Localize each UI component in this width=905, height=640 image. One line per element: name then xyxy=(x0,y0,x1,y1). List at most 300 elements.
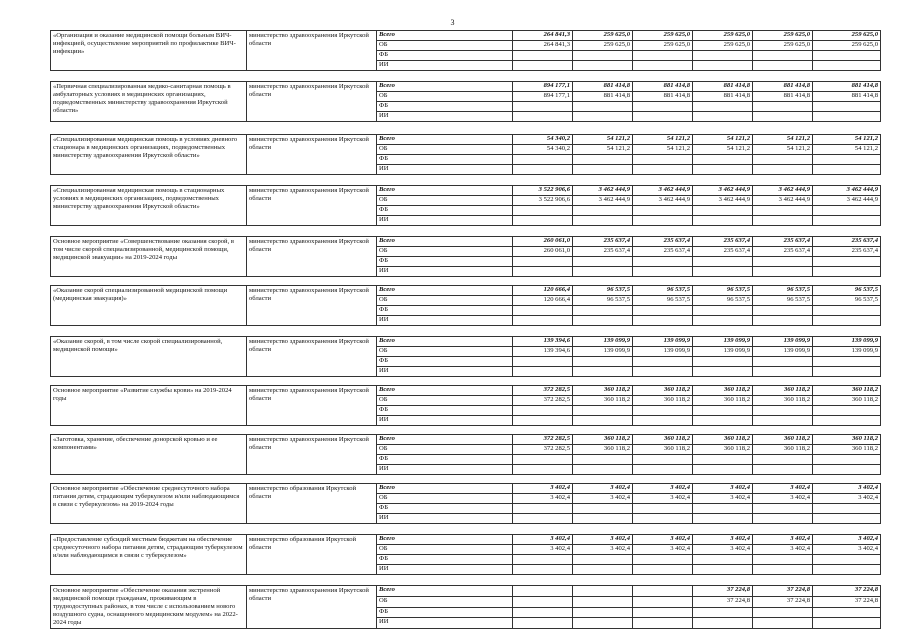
amount-cell: 360 118,2 xyxy=(633,435,693,445)
amount-cell: 3 402,4 xyxy=(633,545,693,555)
amount-cell: 54 121,2 xyxy=(573,135,633,145)
funding-source-ii: ИИ xyxy=(377,367,513,377)
amount-cell xyxy=(633,565,693,575)
amount-cell: 235 637,4 xyxy=(693,237,753,247)
amount-cell xyxy=(513,555,573,565)
amount-cell xyxy=(813,618,881,629)
amount-cell: 3 462 444,9 xyxy=(573,196,633,206)
funding-source-ob: ОБ xyxy=(377,445,513,455)
amount-cell xyxy=(693,406,753,416)
amount-cell: 259 625,0 xyxy=(633,31,693,41)
funding-source-ii: ИИ xyxy=(377,216,513,226)
amount-cell: 235 637,4 xyxy=(753,247,813,257)
amount-cell xyxy=(513,165,573,175)
amount-cell xyxy=(513,112,573,122)
funding-source-ob: ОБ xyxy=(377,347,513,357)
amount-cell: 3 402,4 xyxy=(813,484,881,494)
amount-cell: 260 061,0 xyxy=(513,237,573,247)
row-spacer xyxy=(51,426,881,435)
amount-cell xyxy=(813,206,881,216)
amount-cell: 235 637,4 xyxy=(573,247,633,257)
executor: министерство здравоохранения Иркутской области xyxy=(247,186,377,226)
funding-source-total: Всего xyxy=(377,186,513,196)
funding-source-ob: ОБ xyxy=(377,145,513,155)
amount-cell xyxy=(633,216,693,226)
row-spacer xyxy=(51,122,881,135)
amount-cell: 260 061,0 xyxy=(513,247,573,257)
amount-cell: 360 118,2 xyxy=(573,435,633,445)
amount-cell: 360 118,2 xyxy=(753,445,813,455)
amount-cell xyxy=(573,555,633,565)
amount-cell: 360 118,2 xyxy=(693,386,753,396)
amount-cell xyxy=(633,406,693,416)
amount-cell xyxy=(753,216,813,226)
amount-cell: 259 625,0 xyxy=(693,31,753,41)
activity-description: «Первичная специализированная медико-санитарная помощь в амбулаторных условиях в медицинских организациях, подведомственных министерству здравоохранения Иркутской области» xyxy=(51,82,247,122)
spacer-cell xyxy=(51,277,881,286)
amount-cell xyxy=(513,367,573,377)
amount-cell: 3 402,4 xyxy=(813,545,881,555)
amount-cell xyxy=(813,367,881,377)
amount-cell xyxy=(573,514,633,524)
funding-source-total: Всего xyxy=(377,82,513,92)
spacer-cell xyxy=(51,377,881,386)
amount-cell: 259 625,0 xyxy=(813,31,881,41)
amount-cell: 37 224,8 xyxy=(813,596,881,607)
amount-cell: 3 402,4 xyxy=(513,535,573,545)
amount-cell xyxy=(513,596,573,607)
amount-cell: 96 537,5 xyxy=(633,286,693,296)
funding-source-ii: ИИ xyxy=(377,618,513,629)
activity-description: «Заготовка, хранение, обеспечение донорской кровью и ее компонентами» xyxy=(51,435,247,475)
amount-cell: 54 121,2 xyxy=(813,145,881,155)
funding-source-fb: ФБ xyxy=(377,455,513,465)
amount-cell xyxy=(813,504,881,514)
amount-cell: 3 462 444,9 xyxy=(693,196,753,206)
budget-table xyxy=(50,30,881,629)
amount-cell: 259 625,0 xyxy=(753,41,813,51)
amount-cell: 894 177,1 xyxy=(513,82,573,92)
amount-cell xyxy=(753,367,813,377)
amount-cell xyxy=(813,465,881,475)
amount-cell xyxy=(573,607,633,618)
amount-cell: 360 118,2 xyxy=(753,396,813,406)
funding-source-total: Всего xyxy=(377,484,513,494)
row-spacer xyxy=(51,175,881,186)
executor: министерство здравоохранения Иркутской области xyxy=(247,586,377,629)
amount-cell xyxy=(693,514,753,524)
funding-source-ob: ОБ xyxy=(377,92,513,102)
table-row xyxy=(51,586,881,597)
amount-cell xyxy=(633,206,693,216)
activity-description: Основное мероприятие «Развитие службы крови» на 2019-2024 годы xyxy=(51,386,247,426)
amount-cell: 54 340,2 xyxy=(513,145,573,155)
amount-cell xyxy=(813,102,881,112)
amount-cell: 96 537,5 xyxy=(633,296,693,306)
amount-cell xyxy=(573,455,633,465)
funding-source-fb: ФБ xyxy=(377,306,513,316)
amount-cell xyxy=(813,257,881,267)
table-row xyxy=(51,484,881,494)
amount-cell xyxy=(813,112,881,122)
amount-cell: 3 402,4 xyxy=(693,545,753,555)
amount-cell: 139 099,9 xyxy=(813,337,881,347)
amount-cell xyxy=(633,504,693,514)
spacer-cell xyxy=(51,122,881,135)
amount-cell: 96 537,5 xyxy=(573,296,633,306)
amount-cell xyxy=(573,586,633,597)
amount-cell: 54 121,2 xyxy=(813,135,881,145)
row-spacer xyxy=(51,326,881,337)
amount-cell: 3 462 444,9 xyxy=(813,196,881,206)
funding-source-ob: ОБ xyxy=(377,296,513,306)
amount-cell: 96 537,5 xyxy=(693,296,753,306)
amount-cell xyxy=(753,267,813,277)
amount-cell xyxy=(813,357,881,367)
amount-cell: 54 121,2 xyxy=(573,145,633,155)
table-row xyxy=(51,435,881,445)
amount-cell xyxy=(513,607,573,618)
amount-cell xyxy=(633,607,693,618)
funding-source-ii: ИИ xyxy=(377,416,513,426)
amount-cell: 881 414,8 xyxy=(693,82,753,92)
amount-cell: 235 637,4 xyxy=(753,237,813,247)
amount-cell xyxy=(693,51,753,61)
amount-cell xyxy=(693,267,753,277)
amount-cell: 372 282,5 xyxy=(513,435,573,445)
amount-cell: 360 118,2 xyxy=(573,445,633,455)
funding-source-fb: ФБ xyxy=(377,257,513,267)
amount-cell xyxy=(693,316,753,326)
amount-cell xyxy=(513,267,573,277)
amount-cell: 96 537,5 xyxy=(753,286,813,296)
funding-source-fb: ФБ xyxy=(377,51,513,61)
amount-cell xyxy=(573,316,633,326)
amount-cell: 3 402,4 xyxy=(813,535,881,545)
funding-source-ii: ИИ xyxy=(377,514,513,524)
amount-cell: 37 224,8 xyxy=(693,586,753,597)
amount-cell xyxy=(693,607,753,618)
amount-cell xyxy=(813,51,881,61)
amount-cell xyxy=(573,216,633,226)
row-spacer xyxy=(51,277,881,286)
amount-cell: 360 118,2 xyxy=(693,435,753,445)
amount-cell xyxy=(753,455,813,465)
amount-cell xyxy=(813,267,881,277)
amount-cell: 3 462 444,9 xyxy=(693,186,753,196)
amount-cell: 3 462 444,9 xyxy=(573,186,633,196)
amount-cell: 3 402,4 xyxy=(753,494,813,504)
amount-cell xyxy=(753,406,813,416)
amount-cell xyxy=(753,61,813,71)
amount-cell xyxy=(513,155,573,165)
amount-cell xyxy=(633,586,693,597)
amount-cell xyxy=(633,112,693,122)
amount-cell: 3 402,4 xyxy=(633,535,693,545)
amount-cell: 3 402,4 xyxy=(633,494,693,504)
funding-source-fb: ФБ xyxy=(377,357,513,367)
amount-cell xyxy=(633,596,693,607)
amount-cell: 235 637,4 xyxy=(633,247,693,257)
amount-cell: 3 402,4 xyxy=(513,494,573,504)
table-row xyxy=(51,135,881,145)
funding-source-total: Всего xyxy=(377,435,513,445)
funding-source-total: Всего xyxy=(377,31,513,41)
amount-cell: 259 625,0 xyxy=(693,41,753,51)
amount-cell: 96 537,5 xyxy=(573,286,633,296)
amount-cell: 3 402,4 xyxy=(573,545,633,555)
amount-cell xyxy=(573,257,633,267)
amount-cell xyxy=(753,102,813,112)
amount-cell: 881 414,8 xyxy=(633,82,693,92)
executor: министерство здравоохранения Иркутской области xyxy=(247,337,377,377)
amount-cell xyxy=(693,416,753,426)
amount-cell xyxy=(813,306,881,316)
funding-source-ii: ИИ xyxy=(377,267,513,277)
amount-cell: 54 121,2 xyxy=(753,145,813,155)
amount-cell: 3 402,4 xyxy=(813,494,881,504)
amount-cell xyxy=(633,465,693,475)
amount-cell: 54 121,2 xyxy=(693,135,753,145)
amount-cell xyxy=(633,555,693,565)
amount-cell: 372 282,5 xyxy=(513,445,573,455)
amount-cell xyxy=(753,112,813,122)
amount-cell xyxy=(693,206,753,216)
amount-cell: 3 462 444,9 xyxy=(753,186,813,196)
amount-cell: 96 537,5 xyxy=(813,286,881,296)
funding-source-ob: ОБ xyxy=(377,494,513,504)
amount-cell xyxy=(573,155,633,165)
amount-cell xyxy=(693,102,753,112)
amount-cell xyxy=(573,206,633,216)
amount-cell xyxy=(813,155,881,165)
amount-cell xyxy=(753,514,813,524)
amount-cell xyxy=(573,102,633,112)
amount-cell xyxy=(693,112,753,122)
amount-cell: 259 625,0 xyxy=(633,41,693,51)
amount-cell xyxy=(753,155,813,165)
amount-cell: 96 537,5 xyxy=(813,296,881,306)
amount-cell: 3 402,4 xyxy=(633,484,693,494)
amount-cell xyxy=(513,102,573,112)
funding-source-ob: ОБ xyxy=(377,596,513,607)
amount-cell xyxy=(753,306,813,316)
table-row xyxy=(51,31,881,41)
amount-cell: 139 099,9 xyxy=(633,337,693,347)
amount-cell xyxy=(813,555,881,565)
amount-cell: 139 394,6 xyxy=(513,337,573,347)
amount-cell xyxy=(513,357,573,367)
amount-cell xyxy=(693,165,753,175)
amount-cell xyxy=(573,465,633,475)
row-spacer xyxy=(51,475,881,484)
amount-cell: 360 118,2 xyxy=(633,396,693,406)
amount-cell xyxy=(633,455,693,465)
amount-cell xyxy=(633,306,693,316)
amount-cell: 360 118,2 xyxy=(693,445,753,455)
amount-cell xyxy=(693,618,753,629)
amount-cell: 3 402,4 xyxy=(513,484,573,494)
amount-cell: 3 402,4 xyxy=(693,484,753,494)
amount-cell xyxy=(813,565,881,575)
amount-cell xyxy=(573,406,633,416)
spacer-cell xyxy=(51,326,881,337)
table-row xyxy=(51,237,881,247)
amount-cell xyxy=(513,455,573,465)
amount-cell xyxy=(753,565,813,575)
amount-cell: 139 099,9 xyxy=(633,347,693,357)
funding-source-fb: ФБ xyxy=(377,607,513,618)
amount-cell xyxy=(573,112,633,122)
executor: министерство здравоохранения Иркутской области xyxy=(247,435,377,475)
funding-source-ii: ИИ xyxy=(377,316,513,326)
funding-source-ii: ИИ xyxy=(377,165,513,175)
amount-cell: 3 462 444,9 xyxy=(633,196,693,206)
row-spacer xyxy=(51,575,881,586)
amount-cell xyxy=(753,504,813,514)
activity-description: Основное мероприятие «Обеспечение среднесуточного набора питания детям, страдающим туберкулезом и/или наблюдающимся в связи с туберкулезом» на 2019-2024 годы xyxy=(51,484,247,524)
amount-cell xyxy=(513,586,573,597)
amount-cell xyxy=(813,316,881,326)
amount-cell xyxy=(573,416,633,426)
spacer-cell xyxy=(51,475,881,484)
amount-cell xyxy=(753,357,813,367)
funding-source-ii: ИИ xyxy=(377,565,513,575)
table-row xyxy=(51,286,881,296)
amount-cell: 881 414,8 xyxy=(693,92,753,102)
funding-source-fb: ФБ xyxy=(377,102,513,112)
amount-cell xyxy=(573,306,633,316)
amount-cell: 54 121,2 xyxy=(753,135,813,145)
amount-cell xyxy=(513,514,573,524)
amount-cell: 120 666,4 xyxy=(513,296,573,306)
activity-description: Основное мероприятие «Совершенствование оказания скорой, в том числе скорой специализированной, медицинской помощи, медицинской эвакуации» на 2019-2024 годы xyxy=(51,237,247,277)
activity-description: «Специализированная медицинская помощь в условиях дневного стационара в медицинских организациях, подведомственных министерству здравоохранения Иркутской области» xyxy=(51,135,247,175)
activity-description: Основное мероприятие «Обеспечение оказания экстренной медицинской помощи гражданам, проживающим в труднодоступных районах, в том числе с использованием нового воздушного судна, оснащенного медицинским модулем» на 2022-2024 годы xyxy=(51,586,247,629)
amount-cell xyxy=(633,367,693,377)
amount-cell: 360 118,2 xyxy=(813,386,881,396)
amount-cell xyxy=(513,51,573,61)
amount-cell xyxy=(513,206,573,216)
amount-cell xyxy=(513,61,573,71)
amount-cell: 3 402,4 xyxy=(753,545,813,555)
funding-source-total: Всего xyxy=(377,535,513,545)
amount-cell: 139 099,9 xyxy=(693,347,753,357)
amount-cell xyxy=(813,165,881,175)
amount-cell xyxy=(573,596,633,607)
amount-cell: 360 118,2 xyxy=(813,396,881,406)
activity-description: «Организация и оказание медицинской помощи больным ВИЧ-инфекцией, осуществление мероприятий по профилактике ВИЧ-инфекции» xyxy=(51,31,247,71)
amount-cell xyxy=(573,367,633,377)
activity-description: «Оказание скорой специализированной медицинской помощи (медицинская эвакуация)» xyxy=(51,286,247,326)
spacer-cell xyxy=(51,426,881,435)
amount-cell: 881 414,8 xyxy=(753,82,813,92)
amount-cell: 54 121,2 xyxy=(633,145,693,155)
spacer-cell xyxy=(51,226,881,237)
amount-cell xyxy=(633,102,693,112)
amount-cell xyxy=(633,257,693,267)
amount-cell xyxy=(573,267,633,277)
amount-cell xyxy=(633,316,693,326)
amount-cell xyxy=(573,357,633,367)
amount-cell xyxy=(633,51,693,61)
amount-cell: 3 402,4 xyxy=(513,545,573,555)
amount-cell xyxy=(633,155,693,165)
executor: министерство здравоохранения Иркутской области xyxy=(247,386,377,426)
amount-cell xyxy=(513,306,573,316)
amount-cell: 881 414,8 xyxy=(753,92,813,102)
amount-cell xyxy=(513,565,573,575)
amount-cell xyxy=(633,357,693,367)
amount-cell: 259 625,0 xyxy=(573,31,633,41)
row-spacer xyxy=(51,524,881,535)
amount-cell: 264 841,3 xyxy=(513,41,573,51)
amount-cell: 235 637,4 xyxy=(813,237,881,247)
amount-cell: 54 121,2 xyxy=(693,145,753,155)
amount-cell xyxy=(753,465,813,475)
funding-source-total: Всего xyxy=(377,237,513,247)
funding-source-total: Всего xyxy=(377,386,513,396)
amount-cell: 3 402,4 xyxy=(573,494,633,504)
amount-cell: 37 224,8 xyxy=(753,586,813,597)
amount-cell xyxy=(753,257,813,267)
activity-description: «Предоставление субсидий местным бюджетам на обеспечение среднесуточного набора питания детям, страдающим туберкулезом и/или наблюдающимся в связи с туберкулезом» xyxy=(51,535,247,575)
amount-cell: 3 402,4 xyxy=(693,494,753,504)
amount-cell xyxy=(633,267,693,277)
amount-cell xyxy=(753,607,813,618)
activity-description: «Специализированная медицинская помощь в стационарных условиях в медицинских организациях, подведомственных министерству здравоохранения Иркутской области» xyxy=(51,186,247,226)
amount-cell xyxy=(573,618,633,629)
funding-source-fb: ФБ xyxy=(377,155,513,165)
table-row xyxy=(51,535,881,545)
amount-cell xyxy=(573,51,633,61)
spacer-cell xyxy=(51,575,881,586)
amount-cell: 139 099,9 xyxy=(573,347,633,357)
amount-cell xyxy=(693,367,753,377)
funding-source-fb: ФБ xyxy=(377,504,513,514)
amount-cell: 139 394,6 xyxy=(513,347,573,357)
amount-cell xyxy=(513,465,573,475)
amount-cell: 139 099,9 xyxy=(693,337,753,347)
amount-cell: 360 118,2 xyxy=(693,396,753,406)
amount-cell: 235 637,4 xyxy=(693,247,753,257)
funding-source-total: Всего xyxy=(377,586,513,597)
amount-cell xyxy=(633,514,693,524)
amount-cell xyxy=(573,165,633,175)
amount-cell xyxy=(633,416,693,426)
amount-cell xyxy=(813,607,881,618)
amount-cell xyxy=(813,416,881,426)
amount-cell: 139 099,9 xyxy=(753,337,813,347)
amount-cell: 139 099,9 xyxy=(573,337,633,347)
amount-cell: 259 625,0 xyxy=(573,41,633,51)
amount-cell xyxy=(633,618,693,629)
amount-cell: 3 402,4 xyxy=(573,535,633,545)
amount-cell xyxy=(513,406,573,416)
amount-cell: 139 099,9 xyxy=(753,347,813,357)
amount-cell xyxy=(633,165,693,175)
amount-cell: 37 224,8 xyxy=(753,596,813,607)
amount-cell: 3 402,4 xyxy=(753,535,813,545)
amount-cell xyxy=(693,465,753,475)
amount-cell xyxy=(813,514,881,524)
executor: министерство здравоохранения Иркутской области xyxy=(247,31,377,71)
executor: министерство образования Иркутской области xyxy=(247,484,377,524)
amount-cell xyxy=(693,504,753,514)
funding-source-fb: ФБ xyxy=(377,406,513,416)
amount-cell xyxy=(813,455,881,465)
executor: министерство здравоохранения Иркутской области xyxy=(247,237,377,277)
